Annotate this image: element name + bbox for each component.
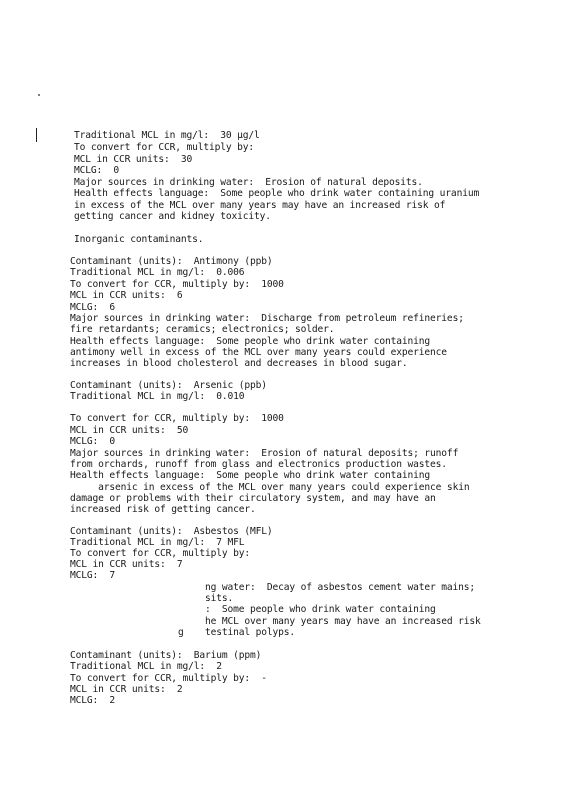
margin-mark — [36, 128, 37, 142]
arsenic-health-3: damage or problems with their circulatory system, and may have an — [70, 493, 436, 504]
antimony-convert: To convert for CCR, multiply by: 1000 — [70, 279, 284, 290]
antimony-health-3: increases in blood cholesterol and decreases in blood sugar. — [70, 358, 408, 369]
asbestos-fragment-5: testinal polyps. — [205, 627, 296, 638]
arsenic-mcl-ccr: MCL in CCR units: 50 — [70, 425, 189, 436]
antimony-health-2: antimony well in excess of the MCL over many years could experience — [70, 347, 447, 358]
asbestos-traditional-mcl: Traditional MCL in mg/l: 7 MFL — [70, 537, 245, 548]
uranium-mcl-ccr: MCL in CCR units: 30 — [74, 154, 193, 165]
antimony-sources-1: Major sources in drinking water: Discharge from petroleum refineries; — [70, 313, 464, 324]
barium-mcl-ccr: MCL in CCR units: 2 — [70, 684, 183, 695]
arsenic-sources-2: from orchards, runoff from glass and electronics production wastes. — [70, 459, 447, 470]
antimony-mclg: MCLG: 6 — [70, 302, 116, 313]
asbestos-contaminant: Contaminant (units): Asbestos (MFL) — [70, 526, 273, 537]
uranium-health-1: Health effects language: Some people who drink water containing uranium — [74, 188, 480, 199]
asbestos-fragment-1: ng water: Decay of asbestos cement water mains; — [205, 582, 476, 593]
uranium-mclg: MCLG: 0 — [74, 165, 120, 176]
asbestos-convert: To convert for CCR, multiply by: — [70, 548, 251, 559]
arsenic-health-1: Health effects language: Some people who drink water containing — [70, 470, 431, 481]
arsenic-traditional-mcl: Traditional MCL in mg/l: 0.010 — [70, 391, 245, 402]
antimony-sources-2: fire retardants; ceramics; electronics; solder. — [70, 324, 335, 335]
asbestos-mcl-ccr: MCL in CCR units: 7 — [70, 559, 183, 570]
antimony-traditional-mcl: Traditional MCL in mg/l: 0.006 — [70, 267, 245, 278]
uranium-sources: Major sources in drinking water: Erosion of natural deposits. — [74, 177, 423, 188]
antimony-health-1: Health effects language: Some people who drink water containing — [70, 336, 431, 347]
barium-traditional-mcl: Traditional MCL in mg/l: 2 — [70, 661, 222, 672]
arsenic-contaminant: Contaminant (units): Arsenic (ppb) — [70, 380, 267, 391]
asbestos-fragment-5-prefix: g — [178, 627, 184, 638]
uranium-traditional-mcl: Traditional MCL in mg/l: 30 µg/l — [74, 130, 260, 141]
uranium-health-3: getting cancer and kidney toxicity. — [74, 211, 271, 222]
arsenic-mclg: MCLG: 0 — [70, 436, 116, 447]
barium-mclg: MCLG: 2 — [70, 695, 116, 706]
asbestos-mclg: MCLG: 7 — [70, 570, 116, 581]
barium-contaminant: Contaminant (units): Barium (ppm) — [70, 650, 262, 661]
asbestos-fragment-2: sits. — [205, 593, 234, 604]
arsenic-sources-1: Major sources in drinking water: Erosion of natural deposits; runoff — [70, 448, 459, 459]
antimony-contaminant: Contaminant (units): Antimony (ppb) — [70, 256, 273, 267]
scan-speck — [38, 94, 40, 96]
asbestos-fragment-4: he MCL over many years may have an increased risk — [205, 616, 481, 627]
antimony-mcl-ccr: MCL in CCR units: 6 — [70, 290, 183, 301]
barium-convert: To convert for CCR, multiply by: - — [70, 673, 267, 684]
asbestos-fragment-3: : Some people who drink water containing — [205, 604, 436, 615]
arsenic-health-4: increased risk of getting cancer. — [70, 504, 256, 515]
uranium-convert: To convert for CCR, multiply by: — [74, 142, 255, 153]
inorganic-heading: Inorganic contaminants. — [74, 234, 204, 245]
arsenic-health-2: arsenic in excess of the MCL over many years could experience skin — [70, 482, 470, 493]
uranium-health-2: in excess of the MCL over many years may have an increased risk of — [74, 200, 446, 211]
arsenic-convert: To convert for CCR, multiply by: 1000 — [70, 413, 284, 424]
